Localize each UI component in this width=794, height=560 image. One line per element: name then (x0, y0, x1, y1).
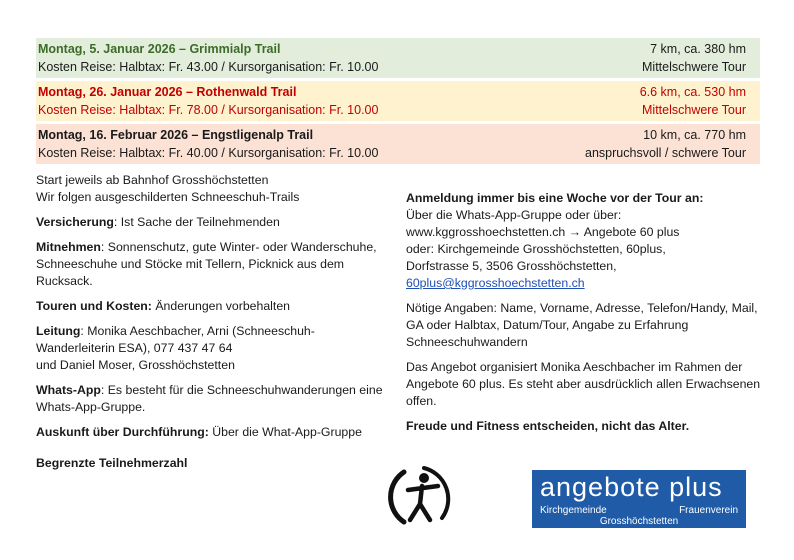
signup-info: Anmeldung immer bis eine Woche vor der Tour an: Über die Whats-App-Gruppe oder über: www.kggrosshoechstetten.ch → Angebote 60 plus oder: Kirchgemeinde Grosshöchstetten, 60plus, Dorfstrasse 5, 3506 Grosshöchstetten, 60plus@kggrosshoechstetten.ch (406, 191, 704, 290)
tour-3-title: Montag, 16. Februar 2026 – Engstligenalp Trail (38, 128, 314, 142)
organizer-info: Das Angebot organisiert Monika Aeschbacher im Rahmen der Angebote 60 plus. Es steht aber ausdrücklich allen Erwachsenen offen. (406, 360, 761, 408)
bring-info: Mitnehmen: Sonnenschutz, gute Winter- oder Wanderschuhe, Schneeschuhe und Stöcke mit Tellern, Picknick aus dem Rucksack. (36, 240, 377, 288)
motto: Freude und Fitness entscheiden, nicht das Alter. (406, 419, 690, 433)
angebote-plus-logo (532, 470, 746, 528)
logo-place: Grosshöchstetten (599, 516, 679, 527)
tour-1-level: Mittelschwere Tour (642, 60, 746, 74)
logo-title: angebote plus (540, 472, 723, 502)
required-info: Nötige Angaben: Name, Vorname, Adresse, Telefon/Handy, Mail, GA oder Halbtax, Datum/Tour, Angabe zu Erfahrung Schneeschuhwandern (406, 301, 758, 349)
tour-2-distance: 6.6 km, ca. 530 hm (639, 85, 746, 99)
start-info: Start jeweils ab Bahnhof Grosshöchstetten Wir folgen ausgeschilderten Schneeschuh-Trails (36, 173, 300, 204)
info-contact: Auskunft über Durchführung: Über die What-App-Gruppe (36, 425, 362, 439)
logo-org-2: Frauenverein (679, 505, 738, 516)
tour-1-distance: 7 km, ca. 380 hm (650, 42, 746, 56)
info-left-column (36, 172, 386, 480)
archer-figure-icon (384, 460, 456, 532)
tour-3-level: anspruchsvoll / schwere Tour (585, 146, 746, 160)
tour-1 (36, 38, 760, 78)
arrow-right-icon: → (568, 225, 581, 239)
tour-2-cost: Kosten Reise: Halbtax: Fr. 78.00 / Kursorganisation: Fr. 10.00 (38, 103, 379, 117)
tour-2-level: Mittelschwere Tour (642, 103, 746, 117)
tour-3-distance: 10 km, ca. 770 hm (643, 128, 746, 142)
limited-info: Begrenzte Teilnehmerzahl (36, 456, 188, 470)
tour-2 (36, 81, 760, 121)
website-link[interactable]: www.kggrosshoechstetten.ch (406, 225, 566, 239)
email-link[interactable]: 60plus@kggrosshoechstetten.ch (406, 276, 585, 290)
lead-info: Leitung: Monika Aeschbacher, Arni (Schneeschuh-Wanderleiterin ESA), 077 437 47 64 und Daniel Moser, Grosshöchstetten (36, 324, 315, 372)
logo-org-1: Kirchgemeinde (540, 505, 607, 516)
tour-2-title: Montag, 26. Januar 2026 – Rothenwald Trail (38, 85, 297, 99)
tour-3 (36, 124, 760, 164)
costs-info: Touren und Kosten: Änderungen vorbehalten (36, 299, 291, 313)
insurance-info: Versicherung: Ist Sache der Teilnehmenden (36, 215, 280, 229)
whatsapp-info: Whats-App: Es besteht für die Schneeschuhwanderungen eine Whats-App-Gruppe. (36, 383, 383, 414)
tour-1-cost: Kosten Reise: Halbtax: Fr. 43.00 / Kursorganisation: Fr. 10.00 (38, 60, 379, 74)
info-right-column (406, 190, 766, 443)
tour-1-title: Montag, 5. Januar 2026 – Grimmialp Trail (38, 42, 281, 56)
tour-3-cost: Kosten Reise: Halbtax: Fr. 40.00 / Kursorganisation: Fr. 10.00 (38, 146, 379, 160)
